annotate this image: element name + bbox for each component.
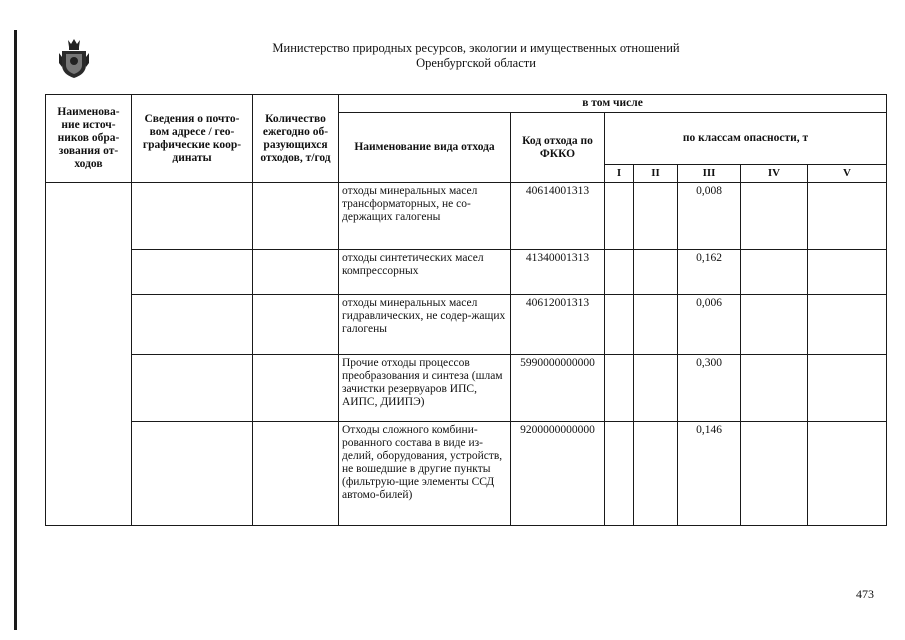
class-4-cell [741,295,808,355]
col-including: в том числе [339,95,887,113]
table-row [46,183,887,250]
ministry-name: Министерство природных ресурсов, экологии и имущественных отношений [272,41,680,55]
binding-edge-line [14,30,17,630]
class-3-cell: 0,146 [678,422,741,526]
class-1-cell [605,183,634,250]
col-class-3: III [678,165,741,183]
region-name: Оренбургской области [416,56,536,70]
class-1-cell [605,250,634,295]
table-row [46,422,887,526]
address-cell [132,355,253,422]
table-row [46,355,887,422]
class-1-cell [605,422,634,526]
fkko-code-cell: 41340001313 [511,250,605,295]
col-fkko-code: Код отхода по ФККО [511,113,605,183]
col-class-1: I [605,165,634,183]
class-4-cell [741,422,808,526]
class-1-cell [605,355,634,422]
table-row [46,295,887,355]
fkko-code-cell: 5990000000000 [511,355,605,422]
page-number: 473 [856,587,874,601]
fkko-code-cell: 9200000000000 [511,422,605,526]
waste-name-cell: отходы минеральных масел гидравлических, не содер-жащих галогены [339,295,511,355]
col-annual-amount: Количество ежегодно об-разующихся отходов, т/год [253,95,339,183]
class-2-cell [634,355,678,422]
class-3-cell: 0,006 [678,295,741,355]
col-class-2: II [634,165,678,183]
address-cell [132,250,253,295]
amount-cell [253,422,339,526]
waste-sources-table [45,94,887,526]
class-3-cell: 0,162 [678,250,741,295]
amount-cell [253,250,339,295]
waste-name-cell: Отходы сложного комбини-рованного состава в виде из-делий, оборудования, устройств, не вошедшие в другие пункты (фильтрую-щие элементы ССД автомо-билей) [339,422,511,526]
amount-cell [253,295,339,355]
fkko-code-cell: 40614001313 [511,183,605,250]
source-name-cell [46,183,132,526]
amount-cell [253,183,339,250]
col-hazard-classes: по классам опасности, т [605,113,887,165]
col-class-5: V [808,165,887,183]
table-row [46,250,887,295]
class-1-cell [605,295,634,355]
waste-name-cell: отходы синтетических масел компрессорных [339,250,511,295]
class-4-cell [741,355,808,422]
class-3-cell: 0,008 [678,183,741,250]
class-5-cell [808,183,887,250]
class-5-cell [808,355,887,422]
waste-name-cell: отходы минеральных масел трансформаторных, не со-держащих галогены [339,183,511,250]
class-3-cell: 0,300 [678,355,741,422]
coat-of-arms-emblem [58,37,90,79]
class-2-cell [634,183,678,250]
col-address: Сведения о почто-вом адресе / гео-графические коор-динаты [132,95,253,183]
col-waste-name: Наименование вида отхода [339,113,511,183]
class-5-cell [808,295,887,355]
col-class-4: IV [741,165,808,183]
class-5-cell [808,422,887,526]
address-cell [132,183,253,250]
class-4-cell [741,250,808,295]
class-2-cell [634,250,678,295]
fkko-code-cell: 40612001313 [511,295,605,355]
class-4-cell [741,183,808,250]
waste-name-cell: Прочие отходы процессов преобразования и синтеза (шлам зачистки резервуаров ИПС, АИПС, ДИИПЭ) [339,355,511,422]
document-header [200,41,752,71]
class-5-cell [808,250,887,295]
address-cell [132,295,253,355]
class-2-cell [634,295,678,355]
address-cell [132,422,253,526]
col-source-name: Наименова-ние источ-ников обра-зования от-ходов [46,95,132,183]
class-2-cell [634,422,678,526]
amount-cell [253,355,339,422]
